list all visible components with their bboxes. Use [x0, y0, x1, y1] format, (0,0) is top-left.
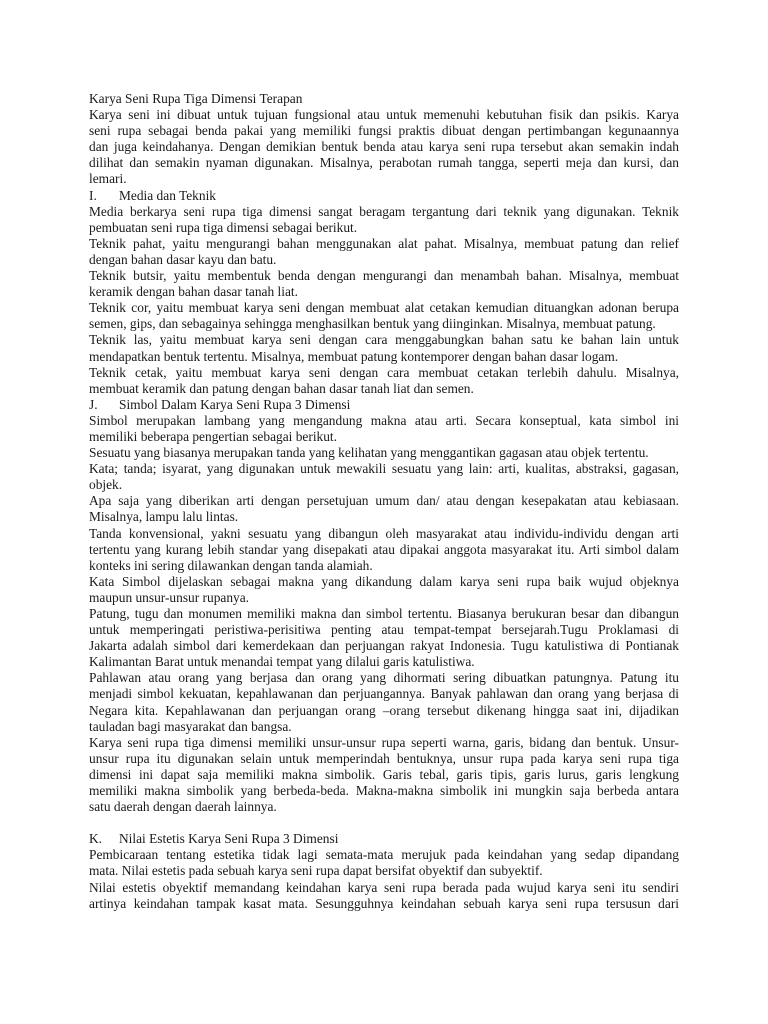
text-line [89, 638, 679, 654]
text-line [89, 493, 679, 509]
line-text: semen, gips, dan sebagainya sehingga menghasilkan bentuk yang diinginkan. Misalnya, membuat patung. [89, 316, 656, 332]
text-line [89, 284, 679, 300]
line-text: satu daerah dengan daerah lainnya. [89, 799, 277, 815]
text-line [89, 574, 679, 590]
text-line [89, 799, 679, 815]
document-page [89, 91, 679, 912]
section-heading-text: Simbol Dalam Karya Seni Rupa 3 Dimensi [119, 396, 351, 412]
line-text: objek. [89, 477, 123, 493]
paragraph-gap [89, 815, 679, 831]
section-number: K. [89, 831, 103, 847]
line-text: Kata; tanda; isyarat, yang digunakan untuk mewakili sesuatu yang lain: arti, kualitas, abstraksi, gagasan, [89, 461, 679, 477]
text-line [89, 686, 679, 702]
line-text: Media berkarya seni rupa tiga dimensi sangat beragam tergantung dari teknik yang digunakan. Teknik [89, 203, 679, 219]
line-text: dilihat dan semakin nyaman digunakan. Misalnya, perabotan rumah tangga, seperti meja dan kursi, dan [89, 155, 679, 171]
line-text: Sesuatu yang biasanya merupakan tanda yang kelihatan yang menggantikan gagasan atau objek tertentu. [89, 445, 649, 461]
text-line [89, 155, 679, 171]
line-text: memiliki beberapa pengertian sebagai berikut. [89, 428, 338, 444]
line-text: Patung, tugu dan monumen memiliki makna dan simbol tertentu. Biasanya berukuran besar dan dibangun [89, 606, 679, 621]
text-line [89, 204, 679, 220]
line-text: Teknik pahat, yaitu mengurangi bahan menggunakan alat pahat. Misalnya, membuat patung dan relief [89, 235, 679, 251]
text-line [89, 526, 679, 542]
line-text: unsur rupa itu digunakan selain untuk memperindah bentuknya, unsur rupa pada karya seni rupa tiga [89, 750, 679, 766]
text-line [89, 719, 679, 735]
text-line [89, 139, 679, 155]
text-line [89, 91, 679, 107]
text-line [89, 413, 679, 429]
text-line [89, 751, 679, 767]
text-line [89, 622, 679, 638]
text-line [89, 606, 679, 622]
text-line [89, 542, 679, 558]
line-text: membuat keramik dan patung dengan bahan dasar tanah liat dan semen. [89, 380, 474, 396]
section-number: I. [89, 187, 97, 203]
line-text: Teknik cor, yaitu membuat karya seni dengan membuat alat cetakan kemudian dituangkan adonan berupa [89, 300, 679, 316]
text-line [89, 123, 679, 139]
text-line [89, 703, 679, 719]
line-text: Kalimantan Barat untuk menandai tempat yang dilalui garis katulistiwa. [89, 654, 475, 670]
line-text: Karya Seni Rupa Tiga Dimensi Terapan [89, 91, 303, 106]
line-text: tauladan bagi masyarakat dan bangsa. [89, 718, 292, 734]
text-line [89, 220, 679, 236]
section-heading-text: Media dan Teknik [119, 187, 216, 203]
text-line [89, 558, 679, 574]
line-text: Teknik las, yaitu membuat karya seni dengan cara menggabungkan bahan satu ke bahan lain untuk [89, 332, 679, 348]
text-line [89, 461, 679, 477]
text-line [89, 349, 679, 365]
line-text: tertentu yang kurang lebih standar yang disepakati atau dipakai anggota masyarakat itu. Arti simbol dalam [89, 541, 679, 557]
section-heading [89, 188, 679, 204]
text-line [89, 847, 679, 863]
section-heading [89, 831, 679, 847]
line-text: Karya seni rupa tiga dimensi memiliki unsur-unsur rupa seperti warna, garis, bidang dan bentuk. Unsur- [89, 734, 679, 750]
text-line [89, 670, 679, 686]
line-text: Misalnya, lampu lalu lintas. [89, 509, 239, 525]
line-text: mendapatkan bentuk tertentu. Misalnya, membuat patung kontemporer dengan bahan dasar logam. [89, 348, 619, 364]
text-line [89, 477, 679, 493]
line-text: dan juga keindahanya. Dengan demikian bentuk benda atau karya seni rupa tersebut akan semakin indah [89, 139, 679, 155]
line-text: mata. Nilai estetis pada sebuah karya seni rupa dapat bersifat obyektif dan subyektif. [89, 863, 543, 879]
line-text: Negara kita. Kepahlawanan dan perjuangan orang –orang tersebut dikenang hingga saat ini, dijadikan [89, 702, 679, 718]
text-line [89, 365, 679, 381]
text-line [89, 252, 679, 268]
line-text: Apa saja yang diberikan arti dengan persetujuan umum dan/ atau dengan kesepakatan atau kebiasaan. [89, 493, 679, 509]
text-line [89, 863, 679, 879]
line-text: artinya keindahan tampak kasat mata. Sesungguhnya keindahan sebuah karya seni rupa tersusun dari [89, 895, 679, 911]
text-line [89, 445, 679, 461]
section-number: J. [89, 396, 98, 412]
line-text: Kata Simbol dijelaskan sebagai makna yang dikandung dalam karya seni rupa baik wujud objeknya [89, 573, 679, 589]
text-line [89, 300, 679, 316]
text-line [89, 236, 679, 252]
line-text: menjadi simbol kekuatan, kepahlawanan dan perjuangannya. Banyak pahlawan dan orang yang berjasa di [89, 686, 679, 702]
text-line [89, 767, 679, 783]
text-line [89, 590, 679, 606]
text-line [89, 107, 679, 123]
text-line [89, 332, 679, 348]
line-text: untuk memperingati peristiwa-perisitiwa penting atau tempat-tempat bersejarah.Tugu Proklamasi di [89, 622, 679, 638]
text-line [89, 735, 679, 751]
text-line [89, 171, 679, 187]
text-line [89, 783, 679, 799]
line-text: Tanda konvensional, yakni sesuatu yang dibangun oleh masyarakat atau individu-individu dengan arti [89, 525, 679, 541]
line-text: Karya seni ini dibuat untuk tujuan fungsional atau untuk memenuhi kebutuhan fisik dan psikis. Karya [89, 107, 679, 123]
line-text: lemari. [89, 171, 127, 187]
line-text: Simbol merupakan lambang yang mengandung makna atau arti. Secara konseptual, kata simbol ini [89, 412, 679, 428]
line-text: maupun unsur-unsur rupanya. [89, 589, 250, 605]
text-line [89, 896, 679, 912]
section-heading-text: Nilai Estetis Karya Seni Rupa 3 Dimensi [119, 831, 339, 847]
line-text: Pembicaraan tentang estetika tidak lagi semata-mata merujuk pada keindahan yang sedap dipandang [89, 847, 679, 863]
text-line [89, 316, 679, 332]
text-line [89, 509, 679, 525]
line-text: dengan bahan dasar kayu dan batu. [89, 251, 277, 267]
line-text: Pahlawan atau orang yang berjasa dan orang yang dihormati sering dibuatkan patungnya. Patung itu [89, 670, 679, 686]
line-text: seni rupa sebagai benda pakai yang memiliki fungsi praktis dibuat dengan pertimbangan kegunaannya [89, 123, 679, 139]
text-line [89, 381, 679, 397]
text-line [89, 268, 679, 284]
section-heading [89, 397, 679, 413]
line-text: memiliki makna simbolik yang berbeda-beda. Makna-makna simbolik ini mungkin saja berbeda antara [89, 783, 679, 799]
line-text: konteks ini sering dilawankan dengan tanda alamiah. [89, 557, 373, 573]
text-line [89, 880, 679, 896]
line-text: dimensi ini dapat saja memiliki makna simbolik. Garis tebal, garis tipis, garis lurus, garis lengkung [89, 766, 679, 782]
line-text: keramik dengan bahan dasar tanah liat. [89, 284, 298, 300]
line-text: Nilai estetis obyektif memandang keindahan karya seni rupa berada pada wujud karya seni itu sendiri [89, 879, 679, 895]
line-text: Teknik butsir, yaitu membentuk benda dengan mengurangi dan menambah bahan. Misalnya, membuat [89, 268, 679, 284]
text-line [89, 654, 679, 670]
line-text: Teknik cetak, yaitu membuat karya seni dengan cara membuat cetakan terlebih dahulu. Misalnya, [89, 364, 679, 380]
line-text: Jakarta adalah simbol dari kemerdekaan dan perjuangan rakyat Indonesia. Tugu katulistiwa di Pontianak [89, 638, 679, 654]
line-text: pembuatan seni rupa tiga dimensi sebagai berikut. [89, 219, 358, 235]
text-line [89, 429, 679, 445]
